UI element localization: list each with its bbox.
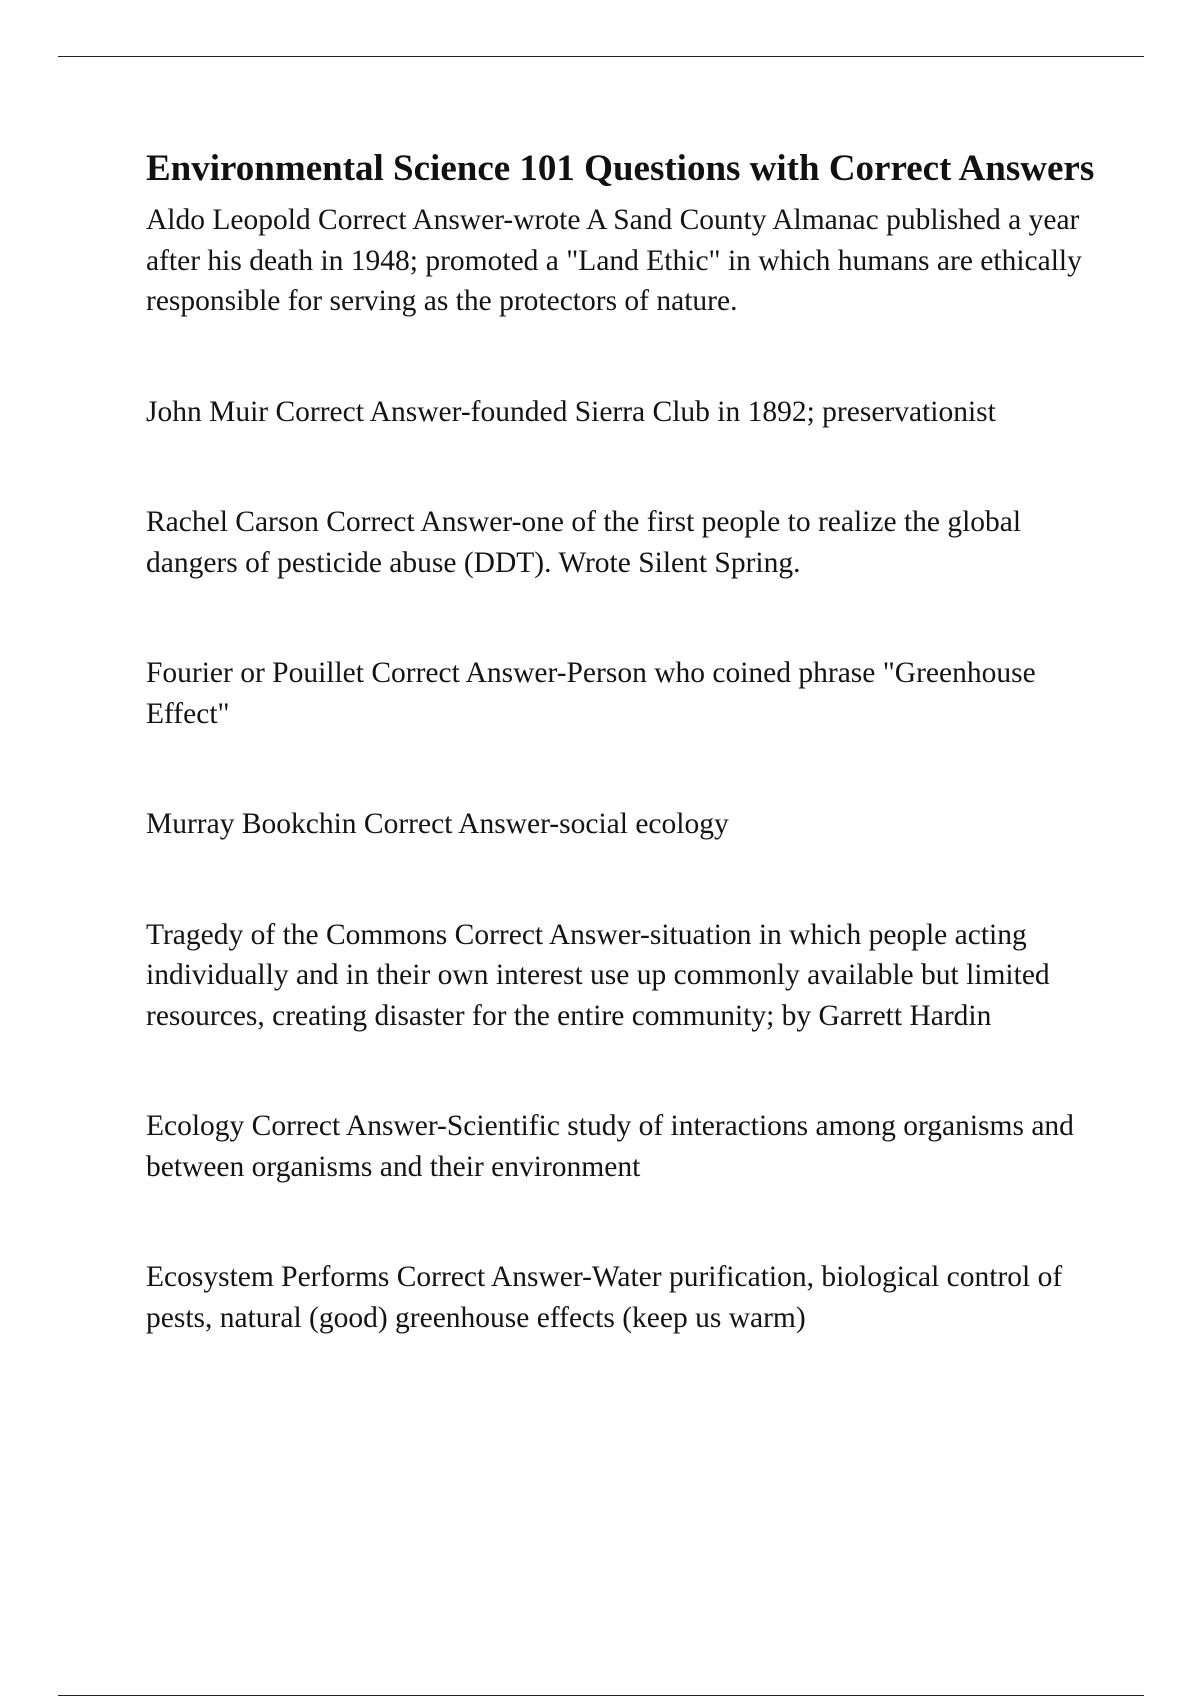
qa-entry-ecosystem-performs: Ecosystem Performs Correct Answer-Water purification, biological control of pests, natural (good) greenhouse effects (keep us warm) (146, 1261, 1063, 1334)
qa-entry-john-muir: John Muir Correct Answer-founded Sierra Club in 1892; preservationist (146, 395, 996, 428)
qa-entry-rachel-carson: Rachel Carson Correct Answer-one of the first people to realize the global dangers of pesticide abuse (DDT). Wrote Silent Spring. (146, 506, 1022, 579)
document-title: Environmental Science 101 Questions with Correct Answers (146, 148, 1095, 189)
qa-entry-ecology: Ecology Correct Answer-Scientific study of interactions among organisms and between organisms and their environment (146, 1110, 1074, 1183)
qa-entry-murray-bookchin: Murray Bookchin Correct Answer-social ecology (146, 808, 729, 840)
qa-entry-aldo-leopold: Aldo Leopold Correct Answer-wrote A Sand County Almanac published a year after his death in 1948; promoted a "Land Ethic" in which humans are ethically responsible for serving as the protectors of nature. (146, 204, 1082, 317)
bottom-divider (58, 1695, 1144, 1696)
top-divider (58, 56, 1144, 57)
qa-entry-fourier-pouillet: Fourier or Pouillet Correct Answer-Person who coined phrase "Greenhouse Effect" (146, 657, 1036, 730)
qa-list (146, 200, 1106, 1338)
document-body (146, 144, 1106, 1408)
qa-entry-tragedy-of-commons: Tragedy of the Commons Correct Answer-situation in which people acting individually and in their own interest use up commonly available but limited resources, creating disaster for the entire community; by Garrett Hardin (146, 918, 1050, 1032)
